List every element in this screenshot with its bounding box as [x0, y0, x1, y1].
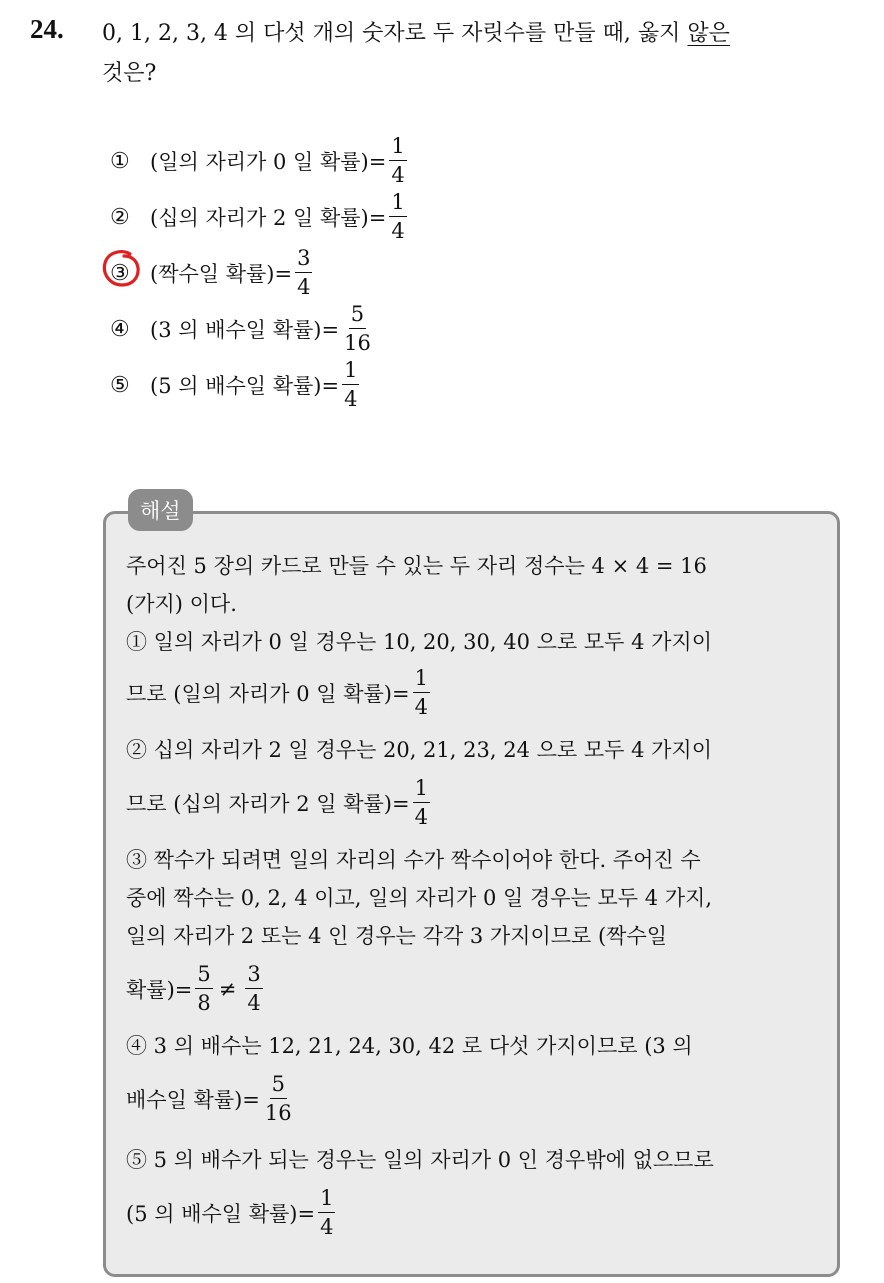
question-number: 24. [30, 14, 64, 44]
solution-text: 확률)= [126, 978, 193, 1002]
denominator: 4 [297, 275, 311, 299]
solution-text: 므로 (십의 자리가 2 일 확률)= [126, 792, 410, 816]
numerator: 3 [245, 964, 262, 989]
choice-number: ① [110, 148, 130, 174]
choice-5[interactable] [110, 358, 359, 412]
choice-number: ③ [110, 260, 130, 286]
question-text-line1 [102, 16, 730, 47]
choice-label: (5 의 배수일 확률)= [150, 374, 340, 398]
fraction [342, 304, 373, 354]
solution-line [126, 1186, 335, 1239]
denominator: 8 [197, 991, 211, 1015]
fraction [263, 1074, 294, 1124]
solution-text: 배수일 확률)= [126, 1088, 260, 1112]
denominator: 4 [344, 387, 358, 411]
choice-1[interactable] [110, 134, 407, 188]
denominator: 16 [264, 1101, 292, 1125]
solution-line: 주어진 5 장의 카드로 만들 수 있는 두 자리 정수는 4 × 4 = 16 [126, 554, 707, 578]
numerator: 1 [389, 136, 406, 161]
choice-label: (3 의 배수일 확률)= [150, 318, 340, 342]
choice-4[interactable] [110, 302, 373, 356]
choice-label: (짝수일 확률)= [150, 262, 293, 286]
choice-number: ⑤ [110, 372, 130, 398]
numerator: 1 [413, 778, 430, 803]
solution-text: (5 의 배수일 확률)= [126, 1202, 316, 1226]
fraction [195, 964, 212, 1014]
solution-line: ③ 짝수가 되려면 일의 자리의 수가 짝수이어야 한다. 주어진 수 [126, 848, 701, 872]
denominator: 4 [414, 805, 428, 829]
numerator: 1 [389, 192, 406, 217]
choice-label: (십의 자리가 2 일 확률)= [150, 206, 387, 230]
solution-line: ① 일의 자리가 0 일 경우는 10, 20, 30, 40 으로 모두 4 가지이 [126, 630, 712, 654]
fraction [245, 964, 262, 1014]
numerator: 1 [342, 360, 359, 385]
solution-line [126, 776, 430, 829]
fraction [389, 136, 406, 186]
choice-2[interactable] [110, 190, 407, 244]
solution-tag: 해설 [128, 489, 193, 531]
denominator: 16 [344, 331, 371, 355]
numerator: 1 [318, 1188, 335, 1213]
question-text: 0, 1, 2, 3, 4 의 다섯 개의 숫자로 두 자릿수를 만들 때, 옳지 [102, 21, 688, 46]
question-emphasis: 않은 [687, 21, 730, 46]
fraction [342, 360, 359, 410]
solution-line: ④ 3 의 배수는 12, 21, 24, 30, 42 로 다섯 가지이므로 (3 의 [126, 1034, 693, 1058]
solution-line [126, 962, 263, 1015]
choice-number: ② [110, 204, 130, 230]
solution-line: ⑤ 5 의 배수가 되는 경우는 일의 자리가 0 인 경우밖에 없으므로 [126, 1148, 714, 1172]
numerator: 5 [195, 964, 212, 989]
question-text-line2: 것은? [102, 61, 157, 86]
denominator: 4 [414, 695, 428, 719]
numerator: 1 [413, 668, 430, 693]
solution-line: ② 십의 자리가 2 일 경우는 20, 21, 23, 24 으로 모두 4 가지이 [126, 738, 712, 762]
choice-label: (일의 자리가 0 일 확률)= [150, 150, 387, 174]
denominator: 4 [320, 1215, 334, 1239]
fraction [389, 192, 406, 242]
denominator: 4 [391, 219, 405, 243]
denominator: 4 [247, 991, 261, 1015]
solution-line [126, 666, 430, 719]
fraction [318, 1188, 335, 1238]
solution-line [126, 1072, 294, 1125]
not-equal-sign: ≠ [218, 977, 237, 1001]
numerator: 5 [349, 304, 366, 329]
fraction [295, 248, 312, 298]
answer-circle-mark [100, 248, 144, 290]
choice-number: ④ [110, 316, 130, 342]
solution-line: 중에 짝수는 0, 2, 4 이고, 일의 자리가 0 일 경우는 모두 4 가지, [126, 886, 713, 910]
solution-line: 일의 자리가 2 또는 4 인 경우는 각각 3 가지이므로 (짝수일 [126, 924, 668, 948]
numerator: 3 [295, 248, 312, 273]
numerator: 5 [270, 1074, 287, 1099]
denominator: 4 [391, 163, 405, 187]
fraction [413, 668, 430, 718]
fraction [413, 778, 430, 828]
solution-line: (가지) 이다. [126, 592, 237, 616]
solution-text: 므로 (일의 자리가 0 일 확률)= [126, 682, 410, 706]
